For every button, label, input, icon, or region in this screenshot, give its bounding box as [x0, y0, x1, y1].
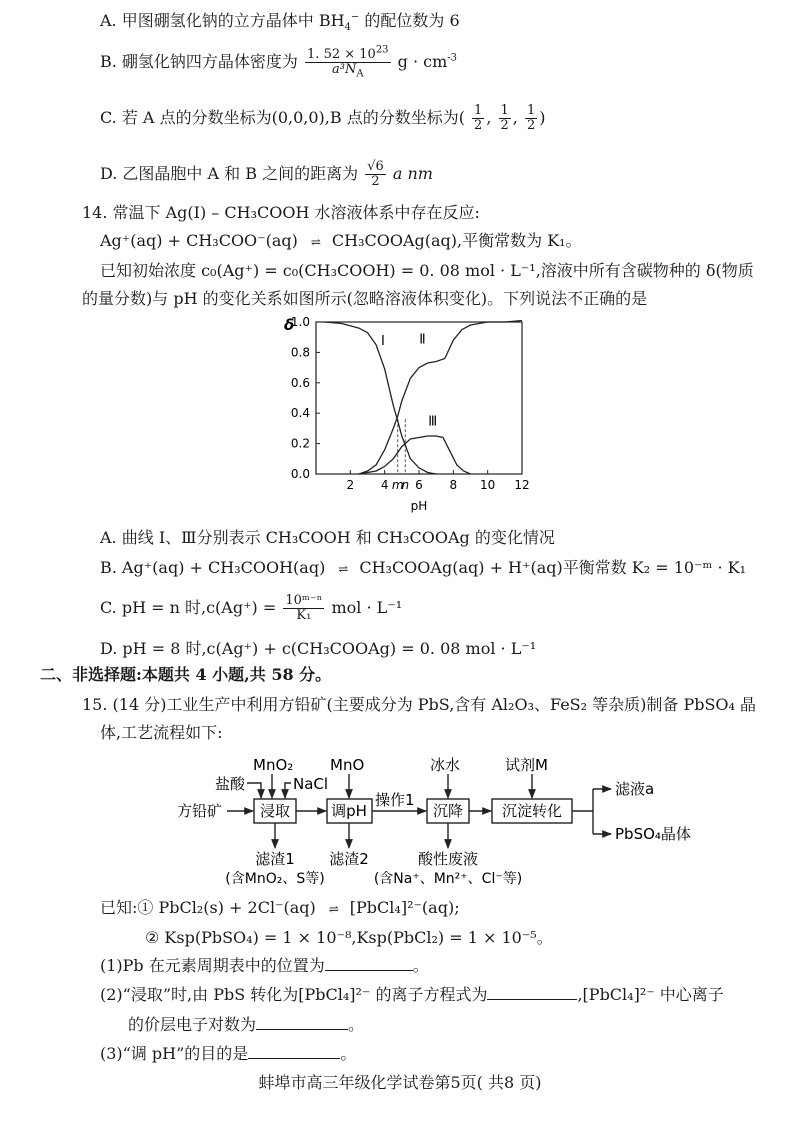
input-ice-water: 冰水 — [430, 756, 461, 774]
input-mno2: MnO₂ — [253, 756, 294, 774]
y-tick-label: 0.6 — [290, 375, 310, 390]
q15-sub2-cont: 的价层电子对数为 。 — [128, 1015, 365, 1034]
y-tick-label: 0.2 — [290, 436, 310, 451]
raw-ore-label: 方铅矿 — [177, 802, 223, 820]
series-label-2: Ⅱ — [419, 332, 426, 348]
marker-label-n: n — [401, 478, 410, 492]
marker-label-m: m — [391, 478, 404, 492]
series-label-1: Ⅰ — [381, 333, 385, 349]
y-tick-label: 1.0 — [290, 315, 310, 329]
q13-option-b: B. 硼氢化钠四方晶体密度为 $\frac{1. 52 \times 10^{23}}{a^3N_A}$ $g \cdot cm^{-3}$ — [100, 44, 458, 80]
known-line1: 已知:① PbCl₂(s) + 2Cl⁻(aq) ⇌ [PbCl₄]²⁻(aq); — [100, 898, 460, 917]
y-tick-label: 0.4 — [290, 406, 310, 421]
x-tick-label: 4 — [380, 478, 389, 492]
input-nacl: NaCl — [293, 775, 329, 793]
q15-sub2: (2)“浸取”时,由 PbS 转化为[PbCl₄]²⁻ 的离子方程式为 ,[PbCl₄]²⁻ 中心离子 — [100, 985, 724, 1004]
residue1-note: (含MnO₂、S等) — [225, 871, 325, 887]
box-settle-label: 沉降 — [432, 802, 464, 820]
answer-blank-3 — [256, 1015, 348, 1030]
q14-stem-line1: 14. 常温下 Ag(Ⅰ) – CH₃COOH 水溶液体系中存在反应: — [82, 203, 480, 222]
answer-blank-4 — [248, 1044, 340, 1059]
q14-stem-line2: Ag⁺(aq) + CH₃COO⁻(aq) ⇌ CH₃COOAg(aq),平衡常数为 K₁。 — [100, 230, 582, 253]
acidic-waste: 酸性废液 — [417, 850, 479, 868]
q15-stem-line1: 15. (14 分)工业生产中利用方铅矿(主要成分为 PbS,含有 Al₂O₃、FeS₂ 等杂质)制备 PbSO₄ 晶 — [82, 695, 757, 714]
input-mno: MnO — [330, 756, 365, 774]
delta-ph-chart — [266, 312, 536, 522]
x-axis-label: pH — [410, 499, 428, 513]
y-axis-label: δ — [284, 316, 295, 334]
x-tick-label: 10 — [480, 478, 496, 492]
x-tick-label: 8 — [449, 478, 458, 492]
answer-blank-1 — [325, 956, 413, 971]
output-pbso4: PbSO₄晶体 — [615, 825, 691, 843]
equilibrium-arrow: ⇌ — [310, 235, 319, 249]
input-reagent-m: 试剂M — [505, 756, 548, 774]
y-tick-label: 0.8 — [290, 345, 310, 360]
known-line2: ② Ksp(PbSO₄) = 1 × 10⁻⁸,Ksp(PbCl₂) = 1 × 10⁻⁵。 — [145, 928, 553, 947]
q13-option-c: C. 若 A 点的分数坐标为(0,0,0),B 点的分数坐标为( $\frac{1}{2}$ , $\frac{1}{2}$ , $\frac{1}{2}$ ) — [100, 103, 546, 133]
box-precip-convert-label: 沉淀转化 — [501, 802, 563, 820]
q14-option-a: A. 曲线 Ⅰ、Ⅲ分别表示 CH₃COOH 和 CH₃COOAg 的变化情况 — [100, 528, 555, 547]
q14-stem-line4: 的量分数)与 pH 的变化关系如图所示(忽略溶液体积变化)。下列说法不正确的是 — [82, 289, 648, 308]
residue1: 滤渣1 — [255, 850, 295, 868]
q14-option-d: D. pH = 8 时,c(Ag⁺) + c(CH₃COOAg) = 0. 08 mol · L⁻¹ — [100, 639, 537, 658]
q14-option-c: C. pH = n 时,c(Ag⁺) = $\frac{\text{10ᵐ⁻ⁿ}}{\text{K₁}}$ mol · L⁻¹ — [100, 593, 403, 623]
operation1-label: 操作1 — [375, 791, 415, 809]
box-leach-label: 浸取 — [259, 802, 291, 820]
box-adjust-ph-label: 调pH — [331, 802, 367, 820]
residue2: 滤渣2 — [329, 850, 369, 868]
x-tick-label: 6 — [415, 478, 423, 492]
density-fraction: $\frac{1. 52 \times 10^{23}}{a^3N_A}$ — [307, 44, 389, 80]
y-tick-label: 0.0 — [290, 467, 310, 481]
q13-option-d: D. 乙图晶胞中 A 和 B 之间的距离为 $\frac{√6}{2}$ a nm — [100, 159, 433, 189]
answer-blank-2 — [487, 985, 577, 1000]
x-tick-label: 12 — [514, 478, 530, 492]
q15-stem-line2: 体,工艺流程如下: — [100, 723, 223, 742]
process-flowchart — [175, 752, 715, 887]
page-footer: 蚌埠市高三年级化学试卷第5页( 共8 页) — [258, 1073, 542, 1092]
part2-heading: 二、非选择题:本题共 4 小题,共 58 分。 — [40, 665, 332, 684]
q13-option-a: A. 甲图硼氢化钠的立方晶体中 $BH_4^-$ 的配位数为 6 — [100, 11, 460, 34]
series-label-3: Ⅲ — [428, 414, 438, 430]
q15-sub1: (1)Pb 在元素周期表中的位置为 。 — [100, 956, 429, 975]
q14-option-b: B. Ag⁺(aq) + CH₃COOH(aq) ⇌ CH₃COOAg(aq) + H⁺(aq)平衡常数 K₂ = 10⁻ᵐ · K₁ — [100, 558, 746, 577]
output-filtrate-a: 滤液a — [615, 780, 655, 798]
q14-stem-line3: 已知初始浓度 c₀(Ag⁺) = c₀(CH₃COOH) = 0. 08 mol · L⁻¹,溶液中所有含碳物种的 δ(物质 — [100, 261, 754, 280]
input-hcl: 盐酸 — [215, 775, 246, 793]
x-tick-label: 2 — [346, 478, 355, 492]
acidic-waste-note: (含Na⁺、Mn²⁺、Cl⁻等) — [373, 871, 523, 887]
q15-sub3: (3)“调 pH”的目的是 。 — [100, 1044, 357, 1063]
